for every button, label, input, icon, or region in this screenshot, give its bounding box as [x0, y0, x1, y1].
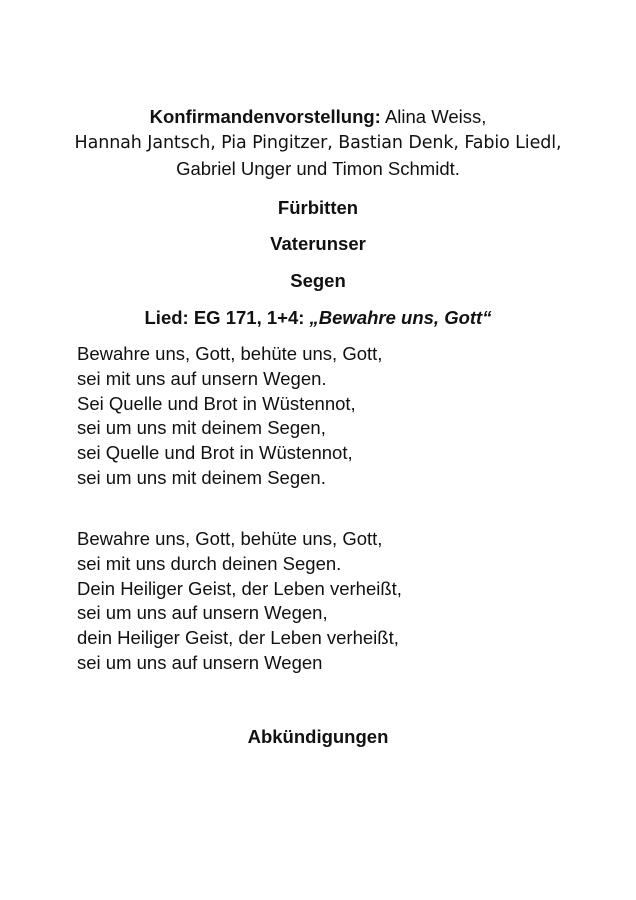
- intro-names-2: Hannah Jantsch, Pia Pingitzer, Bastian Denk, Fabio Liedl,: [74, 133, 562, 153]
- verse-line: sei um uns mit deinem Segen.: [77, 466, 326, 488]
- verse-1: [77, 342, 382, 491]
- verse-line: sei Quelle und Brot in Wüstennot,: [77, 442, 353, 464]
- heading-segen: Segen: [290, 270, 346, 291]
- verse-line: sei mit uns auf unsern Wegen.: [77, 367, 327, 389]
- intro-line-1: [0, 104, 636, 130]
- heading-vaterunser: Vaterunser: [270, 233, 366, 254]
- song-reference: Lied: EG 171, 1+4:: [144, 307, 310, 328]
- verse-line: sei mit uns durch deinen Segen.: [77, 552, 342, 574]
- confirmand-introduction: [0, 104, 636, 182]
- verse-line: sei um uns auf unsern Wegen: [77, 651, 323, 673]
- verse-line: Bewahre uns, Gott, behüte uns, Gott,: [77, 343, 383, 364]
- verse-line: Dein Heiliger Geist, der Leben verheißt,: [77, 577, 402, 599]
- verse-line: Sei Quelle und Brot in Wüstennot,: [77, 392, 356, 414]
- song-title: „Bewahre uns, Gott“: [309, 307, 492, 328]
- verse-line: dein Heiliger Geist, der Leben verheißt,: [77, 627, 399, 649]
- verse-line: Bewahre uns, Gott, behüte uns, Gott,: [77, 528, 383, 549]
- intro-names-1: Alina Weiss,: [380, 106, 487, 127]
- heading-abkuendigungen: Abkündigungen: [247, 726, 389, 747]
- heading-fuerbitten: Fürbitten: [277, 197, 359, 218]
- intro-label: Konfirmandenvorstellung:: [149, 106, 381, 127]
- intro-names-3: Gabriel Unger und Timon Schmidt.: [176, 158, 460, 179]
- verse-2: [77, 527, 402, 676]
- heading-song: [0, 305, 636, 331]
- verse-line: sei um uns auf unsern Wegen,: [77, 602, 328, 624]
- verse-line: sei um uns mit deinem Segen,: [77, 417, 326, 439]
